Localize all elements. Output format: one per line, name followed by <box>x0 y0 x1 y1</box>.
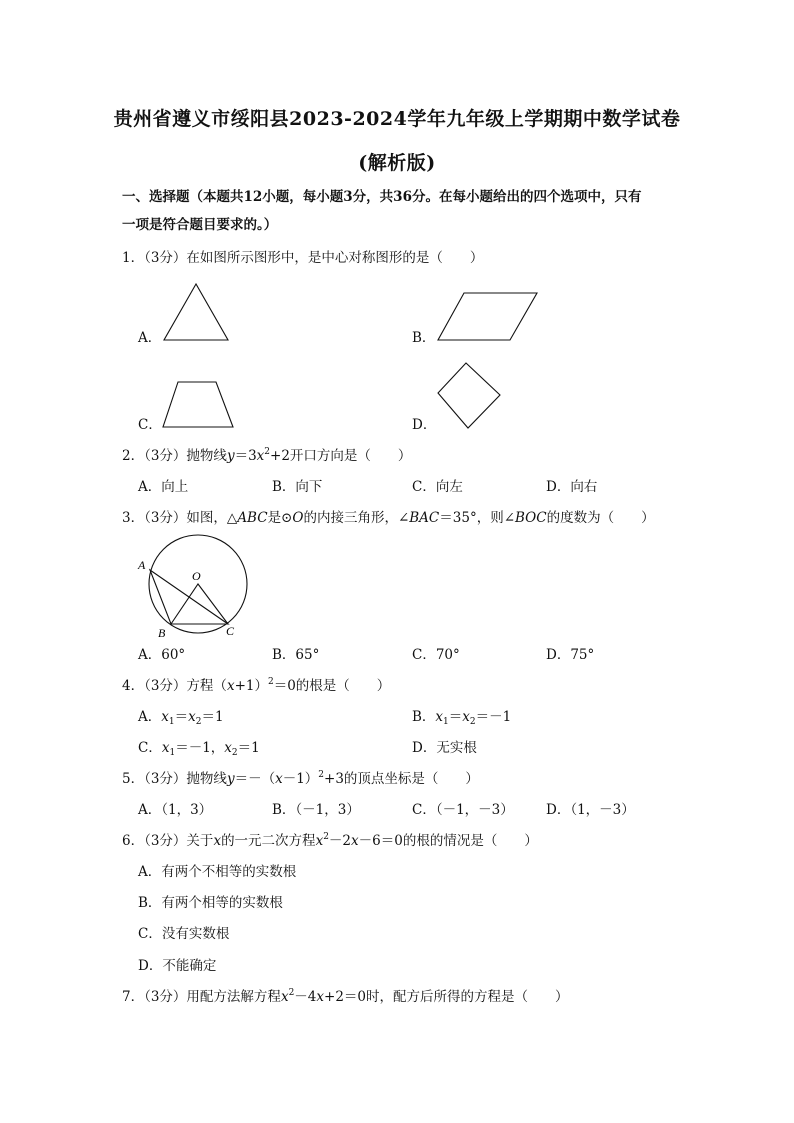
q4-option-d: D．无实根 <box>412 740 477 756</box>
q1-option-a-label: A． <box>138 330 162 346</box>
question-1-stem: 1．（3分）在如图所示图形中，是中心对称图形的是（ ） <box>122 250 484 266</box>
point-a-label: A <box>138 558 146 572</box>
section-heading-line2: 一项是符合题目要求的。） <box>122 217 278 233</box>
question-4-stem: 4．（3分）方程$(x+1)^2=0$的根是（ ） <box>122 677 391 694</box>
q2-option-b: B．向下 <box>272 479 323 495</box>
point-o-label: O <box>192 569 201 583</box>
q2-option-a: A．向上 <box>138 479 189 495</box>
q5-option-c: C．（－1，－3） <box>412 802 514 818</box>
q3-option-b: B．65° <box>272 647 320 663</box>
q4-option-a: A．$x_1=x_2=1$ <box>138 709 224 727</box>
q3-option-a: A．60° <box>138 647 186 663</box>
question-5-stem: 5．（3分）抛物线$y=-(x-1)^2+3$的顶点坐标是（ ） <box>122 770 479 787</box>
question-6-stem: 6．（3分）关于x的一元二次方程$x^2-2x-6=0$的根的情况是（ ） <box>122 832 538 849</box>
q1-option-b-label: B． <box>412 330 436 346</box>
q1-kite-figure <box>436 361 504 431</box>
q4-option-c: C．$x_1=-1$，$x_2=1$ <box>138 740 260 758</box>
q5-option-b: B．（－1，3） <box>272 802 360 818</box>
q4-option-b: B．$x_1=x_2=-1$ <box>412 709 512 727</box>
q2-option-d: D．向右 <box>546 479 598 495</box>
q6-option-d: D．不能确定 <box>138 958 217 974</box>
question-2-stem: 2．（3分）抛物线$y=3x^2+2$开口方向是（ ） <box>122 447 412 464</box>
q1-trapezoid-figure <box>160 380 236 430</box>
q3-option-c: C．70° <box>412 647 460 663</box>
q1-parallelogram-figure <box>436 291 540 343</box>
q3-option-d: D．75° <box>546 647 595 663</box>
q1-option-d-label: D． <box>412 417 437 433</box>
page-title: 贵州省遵义市绥阳县2023-2024学年九年级上学期期中数学试卷 <box>113 108 681 130</box>
q5-option-a: A．（1，3） <box>138 802 213 818</box>
q6-option-b: B．有两个相等的实数根 <box>138 895 283 911</box>
q3-circle-figure <box>134 538 254 642</box>
section-heading-line1: 一、选择题（本题共12小题，每小题3分，共36分。在每小题给出的四个选项中，只有 <box>122 189 642 205</box>
q5-option-d: D．（1，－3） <box>546 802 635 818</box>
page-subtitle: (解析版) <box>358 152 436 174</box>
question-7-stem: 7．（3分）用配方法解方程$x^2-4x+2=0$时，配方后所得的方程是（ ） <box>122 988 569 1005</box>
q6-option-c: C．没有实数根 <box>138 926 230 942</box>
point-c-label: C <box>226 624 235 638</box>
point-b-label: B <box>158 626 166 640</box>
q2-option-c: C．向左 <box>412 479 463 495</box>
q6-option-a: A．有两个不相等的实数根 <box>138 864 297 880</box>
q1-triangle-figure <box>160 282 232 342</box>
question-3-stem: 3．（3分）如图，△ABC是⊙O的内接三角形，∠BAC＝35°，则∠BOC的度数为（ ） <box>122 510 655 526</box>
q1-option-c-label: C． <box>138 417 162 433</box>
